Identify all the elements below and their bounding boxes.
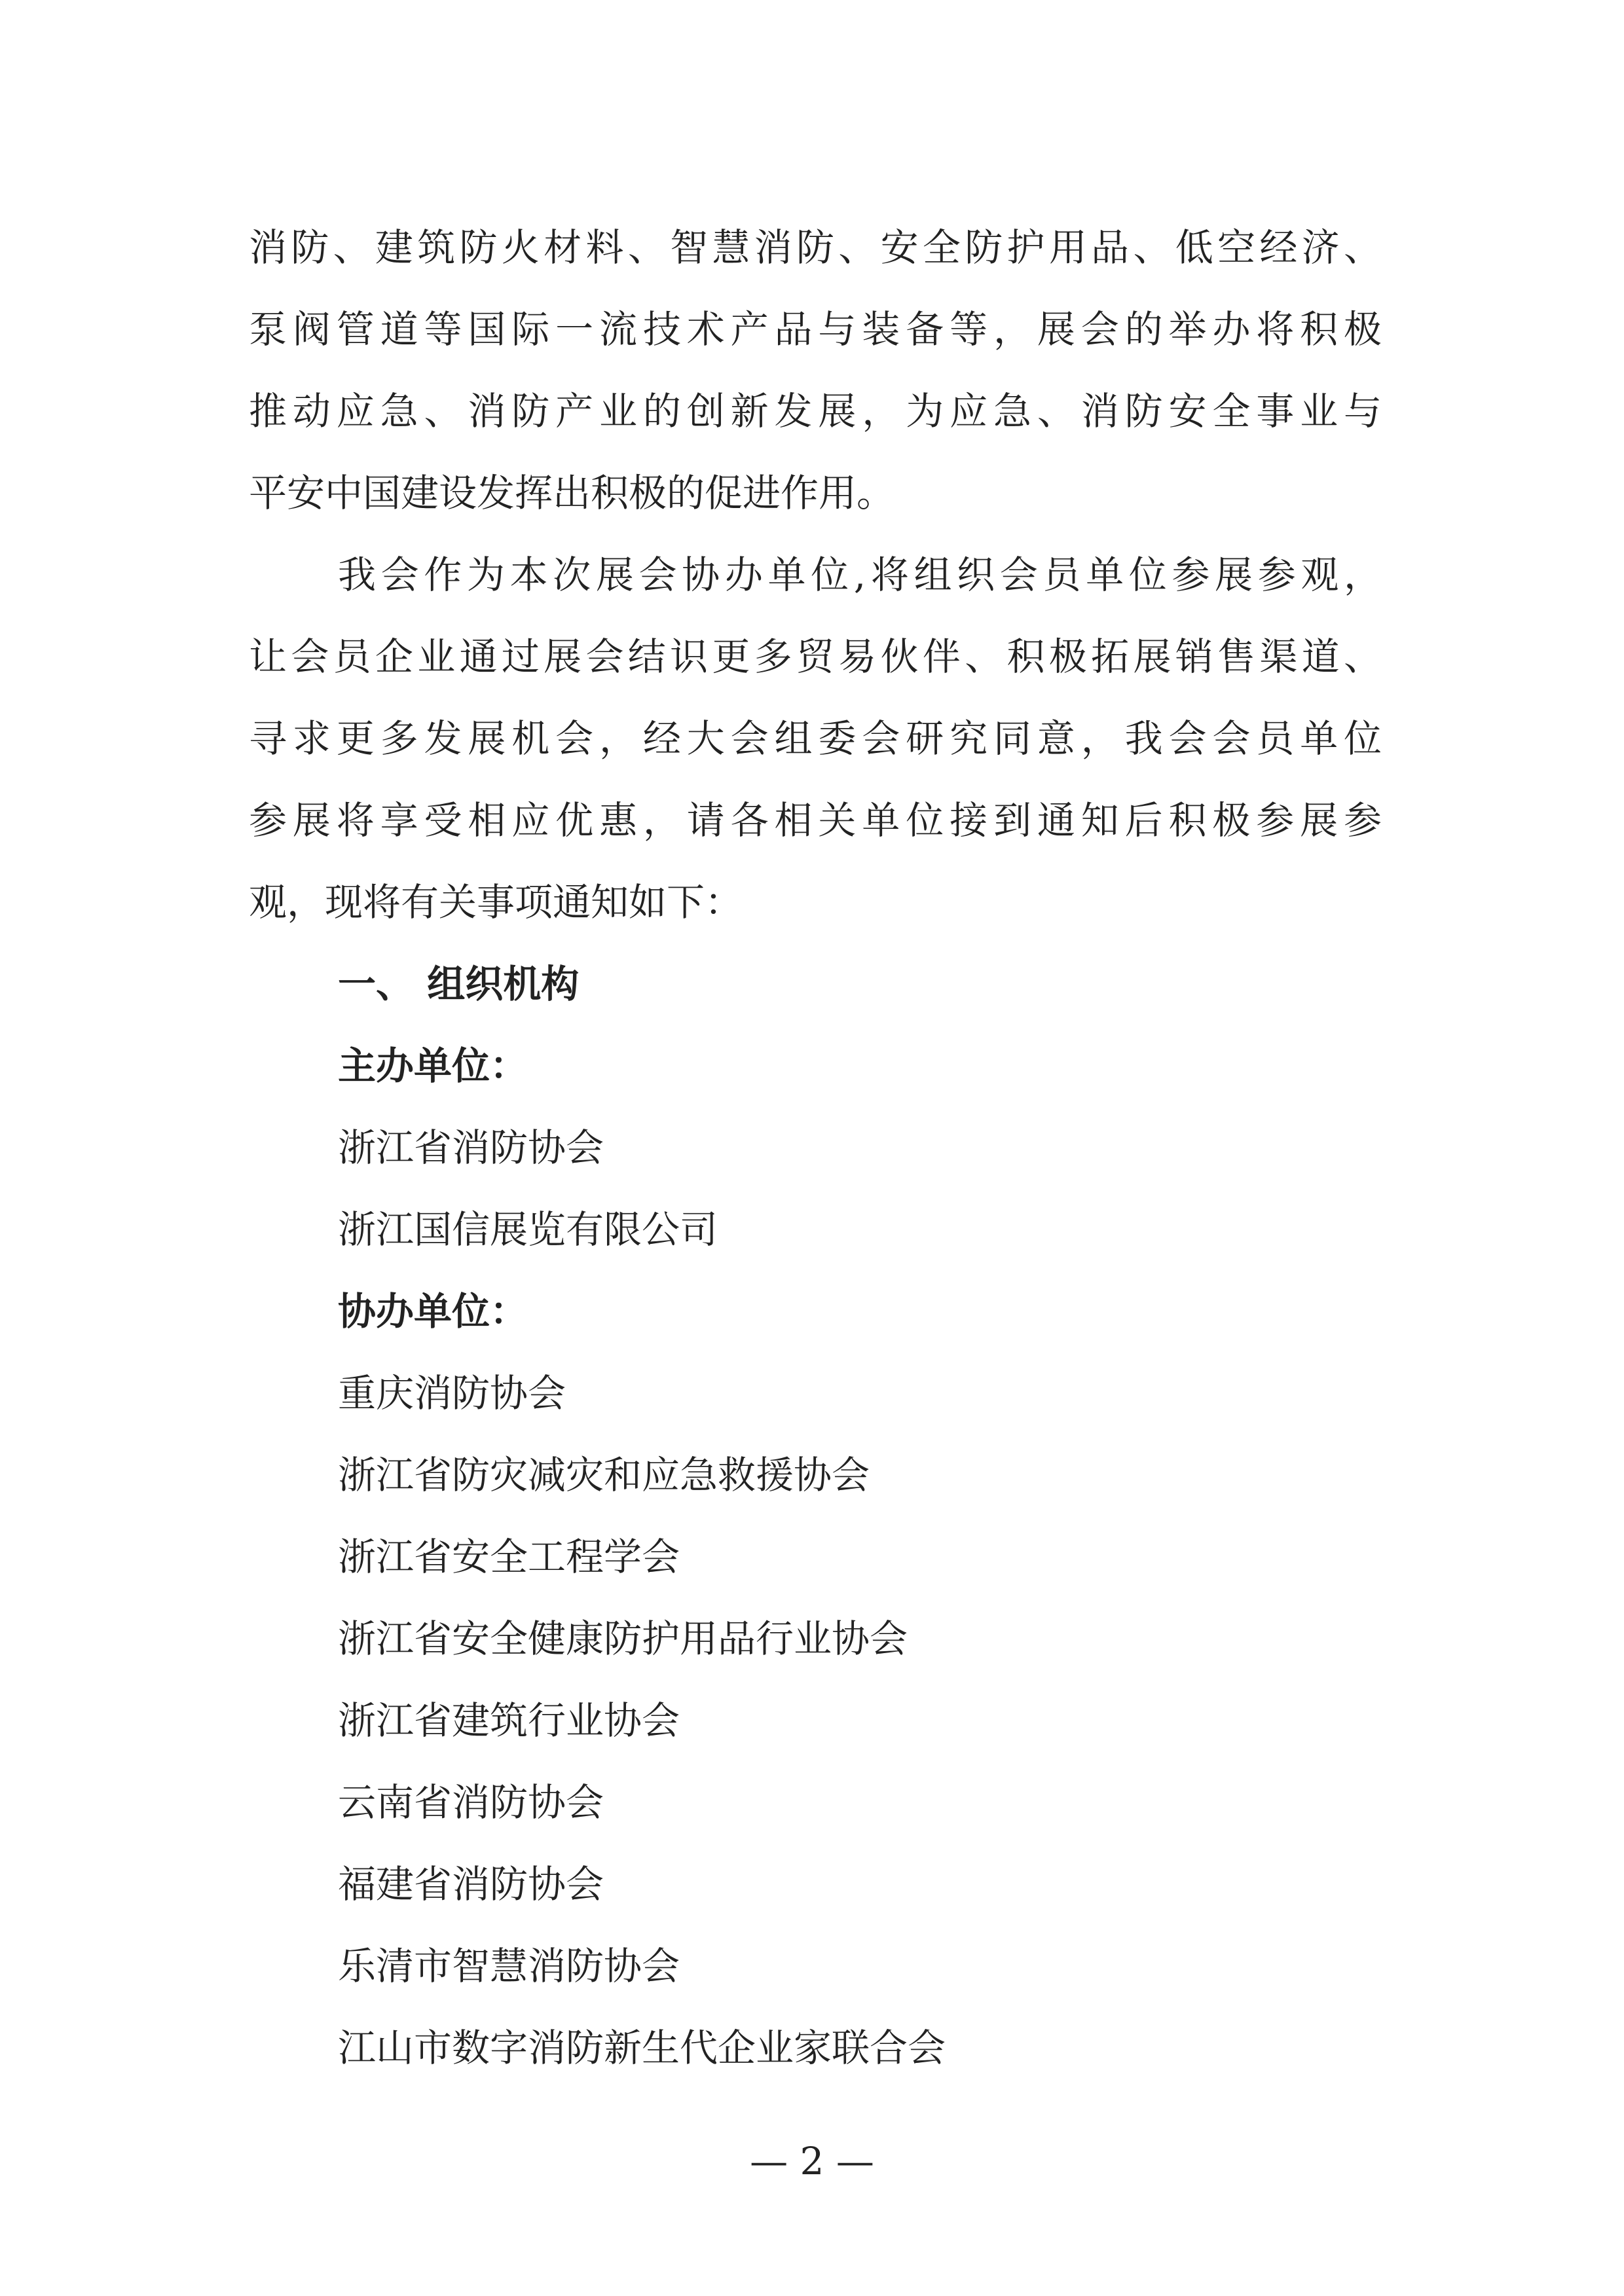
paragraph-line: 观，现将有关事项通知如下：: [249, 880, 743, 924]
co-organizer-item: 乐清市智慧消防协会: [338, 1944, 680, 1988]
co-organizer-item: 福建省消防协会: [338, 1862, 604, 1906]
co-organizer-label: 协办单位：: [338, 1289, 528, 1334]
co-organizer-item: 江山市数字消防新生代企业家联合会: [338, 2026, 946, 2070]
section-heading: 一、 组织机构: [338, 962, 580, 1006]
host-label: 主办单位：: [338, 1044, 528, 1088]
co-organizer-item: 浙江省安全工程学会: [338, 1535, 680, 1579]
page-number: — 2 —: [750, 2139, 874, 2183]
paragraph-line: 我会作为本次展会协办单位,将组织会员单位参展参观，: [338, 553, 1382, 597]
paragraph-line: 消防、建筑防火材料、智慧消防、安全防护用品、低空经济、: [249, 225, 1382, 270]
co-organizer-item: 云南省消防协会: [338, 1780, 604, 1825]
co-organizer-item: 重庆消防协会: [338, 1371, 566, 1415]
paragraph-line: 平安中国建设发挥出积极的促进作用。: [249, 471, 895, 515]
paragraph-line: 泵阀管道等国际一流技术产品与装备等，展会的举办将积极: [249, 307, 1382, 352]
co-organizer-item: 浙江省安全健康防护用品行业协会: [338, 1616, 908, 1661]
paragraph-line: 参展将享受相应优惠，请各相关单位接到通知后积极参展参: [249, 798, 1382, 843]
host-item: 浙江省消防协会: [338, 1125, 604, 1170]
paragraph-line: 推动应急、消防产业的创新发展，为应急、消防安全事业与: [249, 389, 1382, 433]
co-organizer-item: 浙江省建筑行业协会: [338, 1698, 680, 1743]
co-organizer-item: 浙江省防灾减灾和应急救援协会: [338, 1453, 870, 1497]
paragraph-line: 让会员企业通过展会结识更多贸易伙伴、积极拓展销售渠道、: [249, 634, 1382, 679]
paragraph-line: 寻求更多发展机会，经大会组委会研究同意，我会会员单位: [249, 716, 1382, 761]
host-item: 浙江国信展览有限公司: [338, 1207, 718, 1252]
